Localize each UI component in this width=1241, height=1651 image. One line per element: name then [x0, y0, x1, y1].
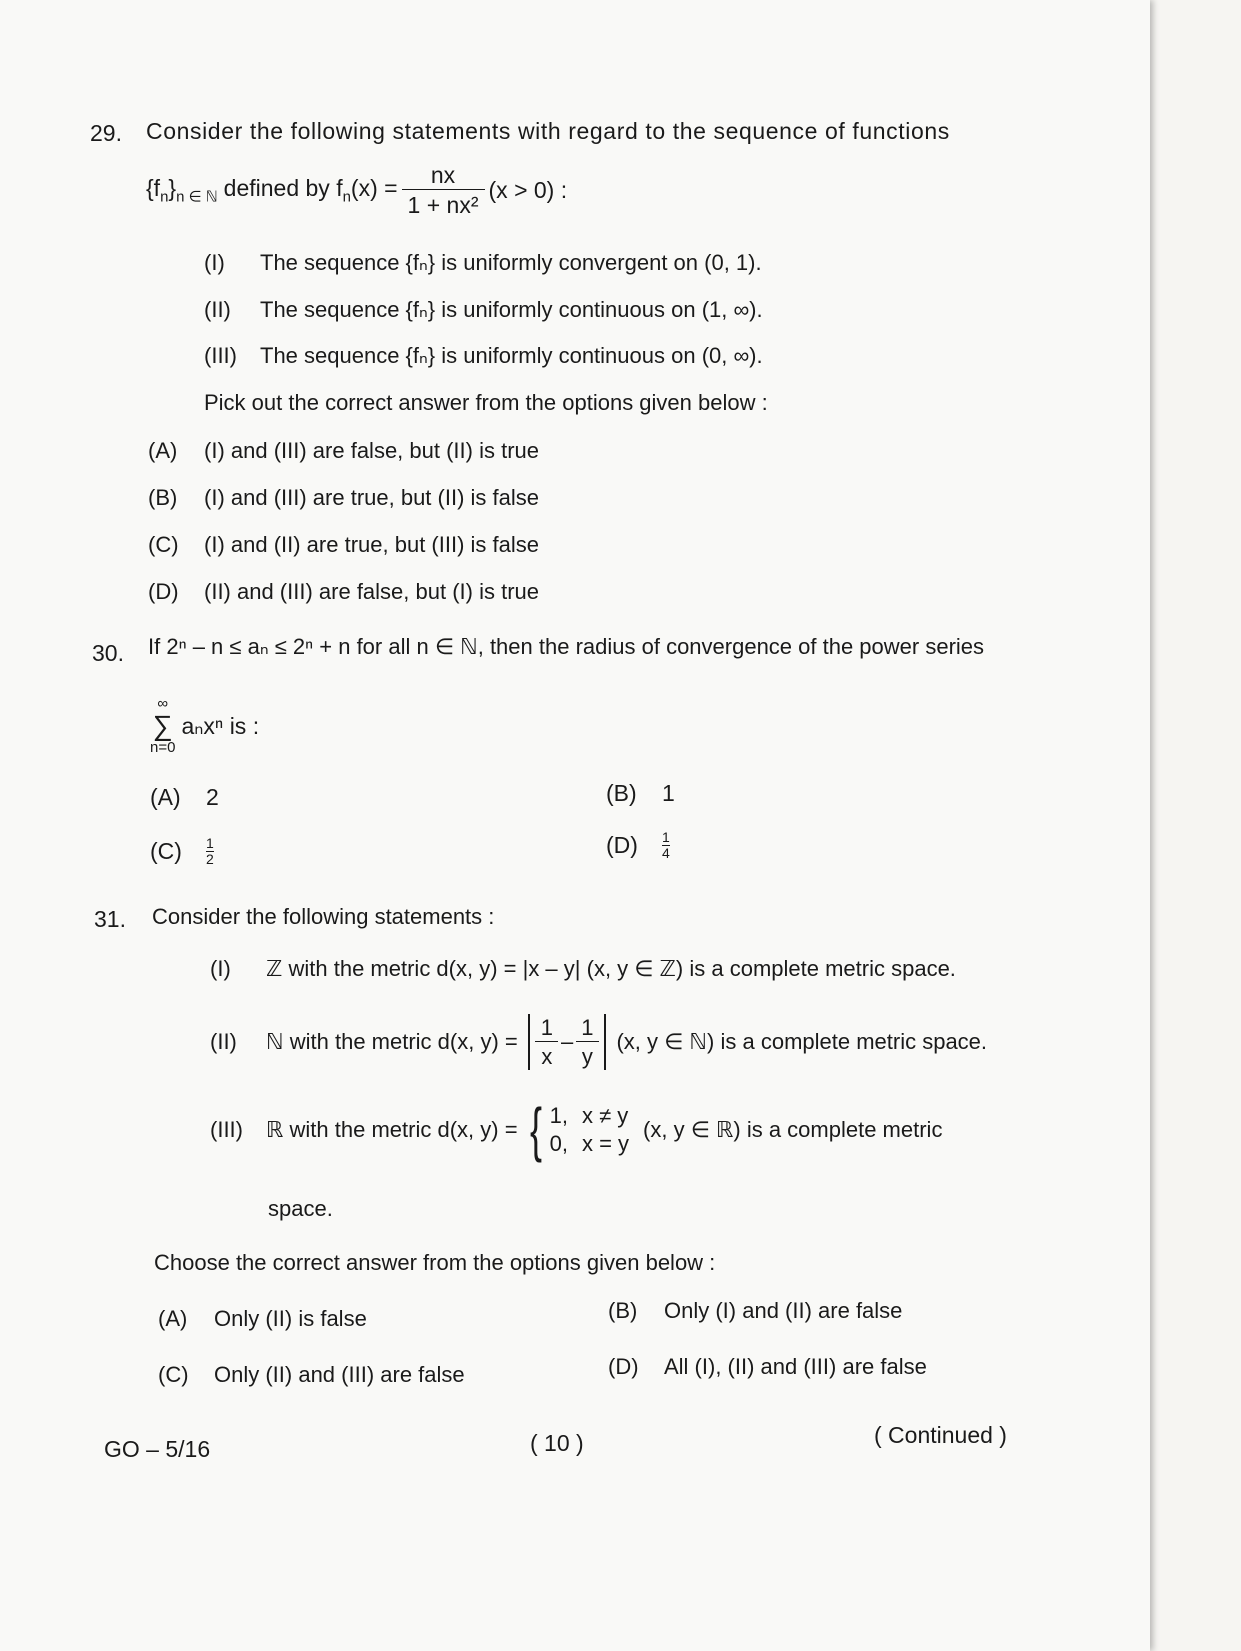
- q31-statement-3: (III) ℝ with the metric d(x, y) = { 1, x ≠ y 0, x = y (x, y ∈ ℝ) is a complete metric: [210, 1096, 943, 1163]
- q29-statement-3: (III) The sequence {fₙ} is uniformly continuous on (0, ∞).: [204, 343, 763, 368]
- def-fraction: $\frac{nx}{\text{1 + nx²}}$: [402, 162, 485, 219]
- q30-option-d[interactable]: (D) 1 4: [606, 829, 670, 861]
- q29-option-b[interactable]: (B) (I) and (III) are true, but (II) is false: [148, 485, 539, 510]
- def-domain: (x > 0) :: [488, 177, 568, 203]
- q31-option-d[interactable]: (D) All (I), (II) and (III) are false: [608, 1354, 927, 1379]
- footer-code: GO – 5/16: [104, 1436, 211, 1462]
- q31-statement-1: (I) ℤ with the metric d(x, y) = |x – y| (x, y ∈ ℤ) is a complete metric space.: [210, 956, 956, 981]
- q30-option-c[interactable]: (C) 1 2: [150, 835, 214, 867]
- q30-option-b[interactable]: (B) 1: [606, 780, 675, 806]
- q31-option-c[interactable]: (C) Only (II) and (III) are false: [158, 1362, 465, 1387]
- question-31-number: 31.: [94, 906, 126, 932]
- q31-statement-2: (II) ℕ with the metric d(x, y) = $\frac{1}{x}$ – $\frac{1}{y}$ (x, y ∈ ℕ) is a complete metric space.: [210, 1014, 988, 1069]
- sigma-symbol: ∞ ∑ n=0: [150, 695, 176, 756]
- absolute-value-expression: $\frac{1}{x}$ – $\frac{1}{y}$: [528, 1014, 607, 1070]
- q29-option-a[interactable]: (A) (I) and (III) are false, but (II) is true: [148, 438, 539, 463]
- question-30-number: 30.: [92, 640, 124, 666]
- q29-option-c[interactable]: (C) (I) and (II) are true, but (III) is false: [148, 532, 539, 557]
- fraction-half: 1 2: [206, 835, 214, 867]
- footer-continued: ( Continued ): [874, 1422, 1007, 1448]
- def-set: $\{f_n\}_{n \in ℕ}$: [146, 175, 218, 206]
- q31-prompt: Choose the correct answer from the options given below :: [154, 1250, 716, 1275]
- question-31-intro: Consider the following statements :: [152, 904, 495, 929]
- question-29-definition: [146, 162, 567, 219]
- q31-option-a[interactable]: (A) Only (II) is false: [158, 1306, 367, 1331]
- question-29-number: 29.: [90, 120, 122, 146]
- q29-prompt: Pick out the correct answer from the options given below :: [204, 390, 768, 415]
- footer-page-number: ( 10 ): [530, 1430, 584, 1456]
- q31-statement-3-tail: space.: [268, 1196, 333, 1221]
- def-text: defined by $f_n(x)$ =: [223, 175, 398, 206]
- q31-option-b[interactable]: (B) Only (I) and (II) are false: [608, 1298, 903, 1323]
- question-30-text: If 2ⁿ – n ≤ aₙ ≤ 2ⁿ + n for all n ∈ ℕ, then the radius of convergence of the power series: [148, 634, 985, 659]
- q29-option-d[interactable]: (D) (II) and (III) are false, but (I) is true: [148, 579, 539, 604]
- piecewise-metric: { 1, x ≠ y 0, x = y: [529, 1096, 630, 1163]
- q29-statement-2: (II) The sequence {fₙ} is uniformly continuous on (1, ∞).: [204, 297, 763, 322]
- fraction-quarter: 1 4: [662, 829, 670, 861]
- q29-statement-1: (I) The sequence {fₙ} is uniformly convergent on (0, 1).: [204, 250, 762, 275]
- series-text: aₙxⁿ is :: [181, 712, 260, 739]
- q30-option-a[interactable]: (A) 2: [150, 784, 219, 810]
- question-29-intro: Consider the following statements with regard to the sequence of functions: [146, 118, 950, 144]
- q30-series: [150, 696, 259, 756]
